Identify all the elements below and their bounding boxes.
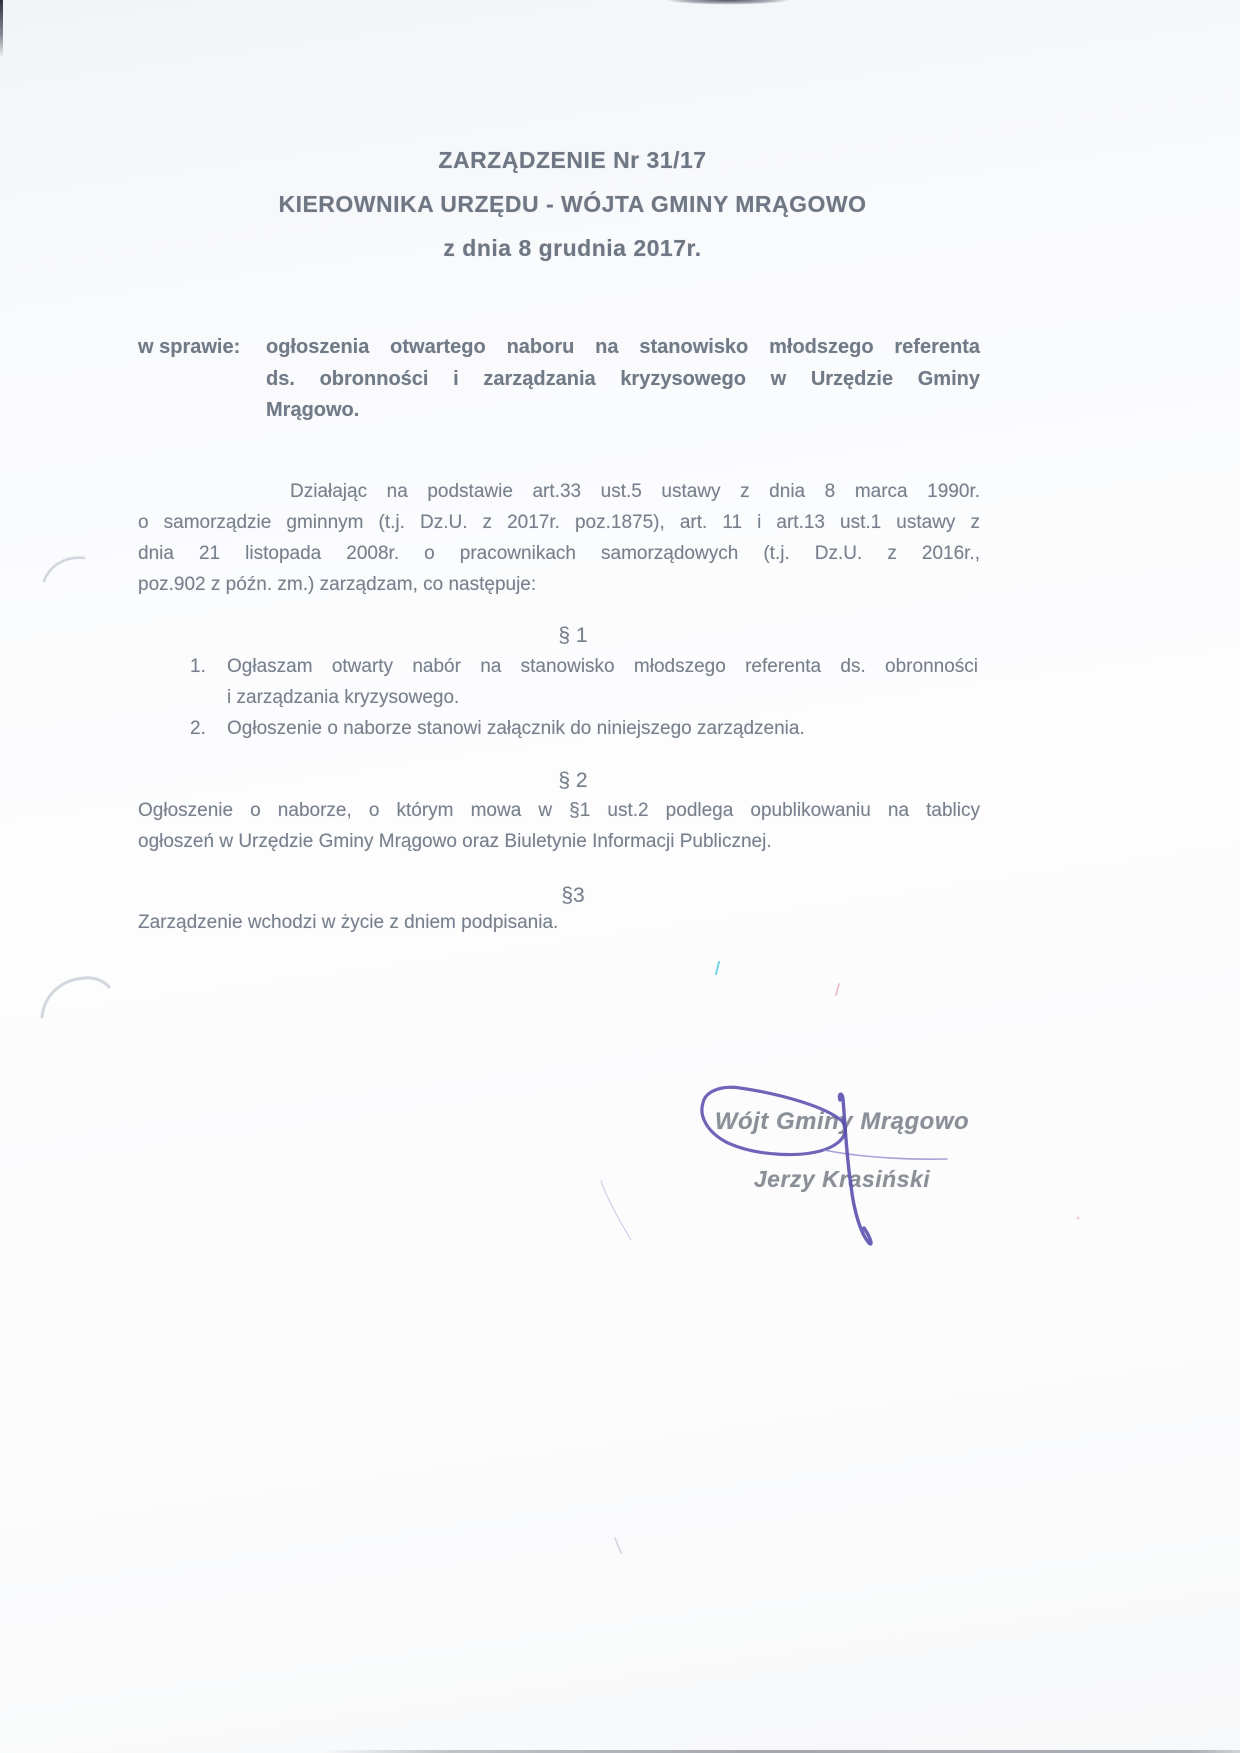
signature-hairline-artifact: [601, 1181, 631, 1240]
scan-arc-artifact-upper: [44, 558, 84, 581]
subject-text: [266, 332, 980, 427]
list-item: [190, 651, 978, 713]
preamble-line: dnia 21 listopada 2008r. o pracownikach samorządowych (t.j. Dz.U. z 2016r.,: [138, 543, 980, 564]
section-2-heading: § 2: [558, 769, 588, 792]
list-item-text: [227, 713, 978, 744]
section-3-heading: §3: [561, 884, 585, 907]
list-item-number: 1.: [190, 656, 206, 677]
list-item-line: i zarządzania kryzysowego.: [227, 687, 460, 708]
scan-speck-pink: [836, 984, 839, 995]
scan-edge-artifact-left: [0, 0, 3, 58]
list-item-line: Ogłaszam otwarty nabór na stanowisko młodszego referenta ds. obronności: [227, 656, 978, 677]
scan-speck-cyan: [716, 962, 719, 974]
section-1-list: [190, 651, 978, 744]
section-2-line: Ogłoszenie o naborze, o którym mowa w §1 ust.2 podlega opublikowaniu na tablicy: [138, 800, 980, 821]
preamble-line: Działając na podstawie art.33 ust.5 ustawy z dnia 8 marca 1990r.: [290, 481, 980, 502]
list-item-number: 2.: [190, 718, 206, 739]
signature-block: [713, 1107, 971, 1194]
scan-edge-artifact-top: [648, 0, 808, 6]
subject-line: ds. obronności i zarządzania kryzysowego w Urzędzie Gminy: [266, 367, 980, 390]
document-issuer: KIEROWNIKA URZĘDU - WÓJTA GMINY MRĄGOWO: [278, 191, 867, 217]
list-item: [190, 713, 978, 744]
legal-preamble: [138, 476, 980, 600]
subject-line: ogłoszenia otwartego naboru na stanowisko młodszego referenta: [266, 336, 980, 358]
document-date: z dnia 8 grudnia 2017r.: [443, 235, 702, 261]
scan-arc-artifact-lower: [42, 978, 109, 1017]
section-2-body: [138, 795, 980, 857]
section-1-heading: § 1: [558, 624, 588, 647]
preamble-line: poz.902 z późn. zm.) zarządzam, co następuje:: [138, 574, 537, 595]
document-header: [0, 138, 1145, 270]
subject-line: Mrągowo.: [266, 399, 360, 421]
section-2-line: ogłoszeń w Urzędzie Gminy Mrągowo oraz Biuletynie Informacji Publicznej.: [138, 831, 772, 852]
scan-speck-dot: [1077, 1217, 1080, 1220]
subject-block: [138, 332, 980, 427]
list-item-text: [227, 651, 978, 713]
subject-label: w sprawie:: [138, 336, 241, 358]
scan-speck-gray: [615, 1538, 621, 1553]
signature-role: Wójt Gminy Mrągowo: [714, 1108, 970, 1135]
section-3-body: [138, 907, 980, 938]
document-title: ZARZĄDZENIE Nr 31/17: [438, 147, 707, 173]
list-item-line: Ogłoszenie o naborze stanowi załącznik do niniejszego zarządzenia.: [227, 718, 805, 739]
preamble-line: o samorządzie gminnym (t.j. Dz.U. z 2017r. poz.1875), art. 11 i art.13 ust.1 ustawy z: [138, 512, 980, 533]
section-3-line: Zarządzenie wchodzi w życie z dniem podpisania.: [138, 912, 559, 933]
signature-name: Jerzy Krasiński: [753, 1166, 931, 1192]
